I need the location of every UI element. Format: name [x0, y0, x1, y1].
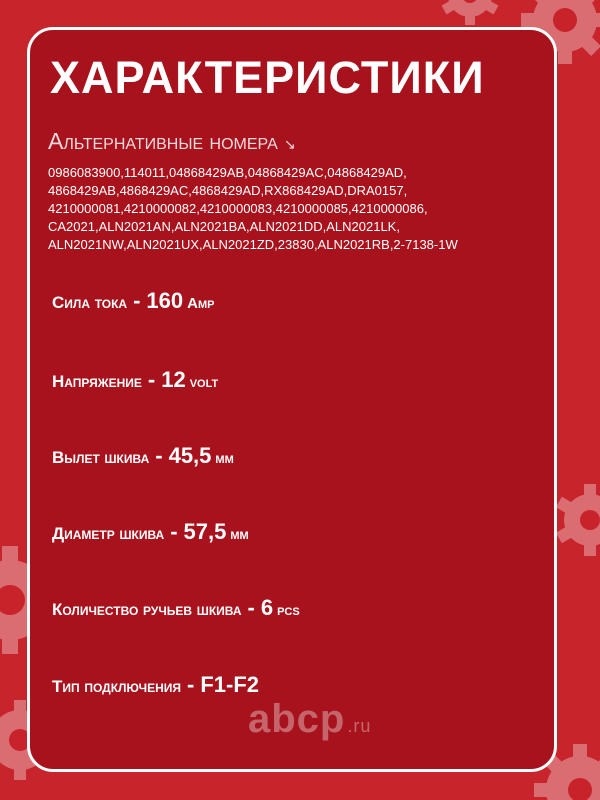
characteristics-card: [27, 27, 557, 772]
spec-dash: -: [147, 367, 156, 392]
alternative-numbers-heading: [48, 128, 296, 155]
watermark-text: abcp: [248, 697, 346, 741]
alternative-numbers-line: 4868429AB,4868429AC,4868429AD,RX868429AD,DRA0157,: [48, 183, 408, 198]
alternative-numbers-line: 4210000081,4210000082,4210000083,4210000085,4210000086,: [48, 201, 428, 216]
spec-name: Диаметр шкива: [52, 524, 165, 543]
spec-dash: -: [187, 672, 195, 697]
alternative-numbers-list: [48, 164, 548, 254]
spec-value: 57,5: [183, 519, 227, 544]
spec-dash: -: [170, 519, 178, 544]
alternative-numbers-line: 0986083900,114011,04868429AB,04868429AC,04868429AD,: [48, 165, 407, 180]
spec-name: Вылет шкива: [52, 448, 150, 467]
spec-name: Напряжение: [52, 372, 142, 391]
spec-current: [52, 288, 214, 314]
alternative-numbers-line: ALN2021NW,ALN2021UX,ALN2021ZD,23830,ALN2021RB,2-7138-1W: [48, 237, 458, 252]
spec-dash: -: [133, 288, 141, 313]
spec-value: 160: [146, 288, 184, 313]
spec-value: 12: [161, 367, 186, 392]
watermark-suffix: .ru: [347, 716, 372, 736]
spec-unit: мм: [215, 450, 234, 467]
abcp-watermark-logo: [248, 697, 371, 742]
spec-name: Сила тока: [52, 293, 128, 312]
spec-value: 45,5: [168, 443, 212, 468]
page-title: ХАРАКТЕРИСТИКИ: [50, 52, 485, 103]
spec-value: 6: [260, 595, 274, 620]
spec-voltage: [52, 367, 218, 393]
spec-unit: мм: [230, 526, 249, 543]
spec-pulley-diameter: [52, 519, 249, 545]
spec-connection-type: [52, 672, 263, 698]
spec-dash: -: [155, 443, 163, 468]
arrow-down-right-icon: ↘: [283, 136, 296, 152]
alternative-numbers-line: CA2021,ALN2021AN,ALN2021BA,ALN2021DD,ALN2021LK,: [48, 219, 400, 234]
spec-pulley-grooves: [52, 595, 300, 621]
spec-unit: Amp: [187, 295, 215, 312]
alternative-numbers-label: Альтернативные номера: [48, 128, 278, 154]
spec-value: F1-F2: [200, 672, 260, 697]
spec-unit: pcs: [277, 602, 300, 619]
spec-dash: -: [247, 595, 255, 620]
spec-unit: volt: [189, 374, 219, 391]
spec-pulley-offset: [52, 443, 234, 469]
spec-name: Количество ручьев шкива: [52, 600, 242, 619]
spec-name: Тип подключения: [52, 677, 182, 696]
